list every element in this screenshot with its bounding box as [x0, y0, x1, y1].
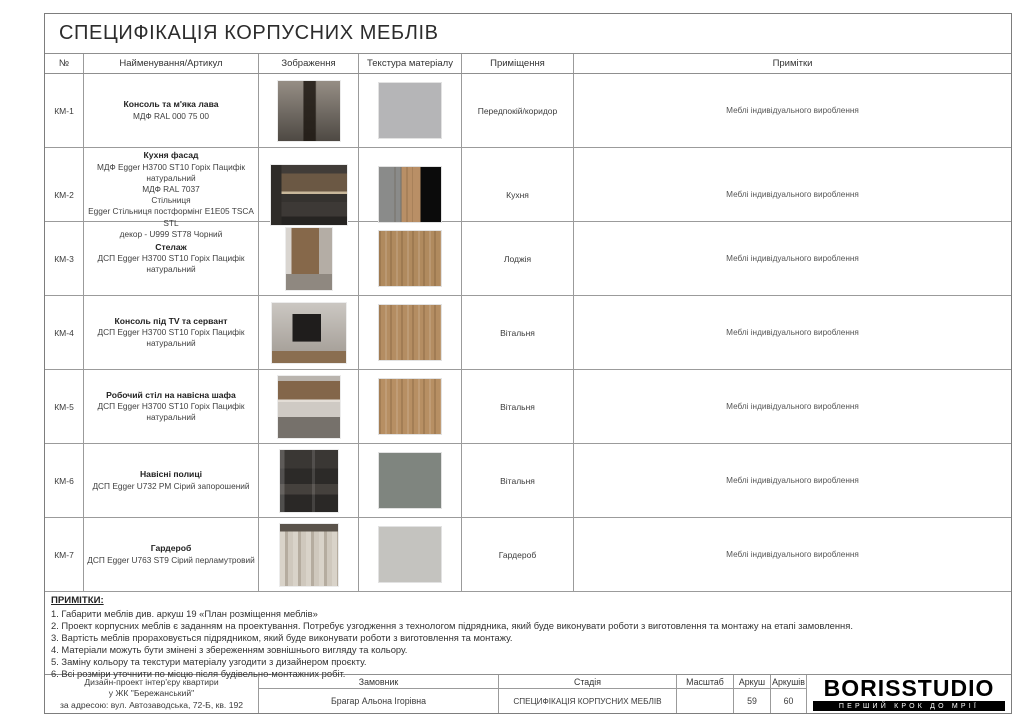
col-header-number: № [45, 54, 84, 73]
texture-swatch [378, 166, 442, 223]
texture-swatch [378, 82, 442, 139]
project-info-cell [45, 675, 259, 713]
title-block [45, 675, 1011, 713]
spec-line: МДФ RAL 000 75 00 [132, 110, 209, 121]
note-line: 2. Проект корпусних меблів є заданням на проектування. Потребує узгодження з технологом підрядника, який буде виконувати роботи з виготовлення та монтажу на етапі замовлення. [51, 620, 853, 632]
scale-label: Масштаб [677, 675, 734, 689]
item-texture-cell [359, 518, 462, 591]
col-header-room: Приміщення [462, 54, 574, 73]
item-image-cell [259, 222, 359, 295]
note-line: 4. Матеріали можуть бути змінені з збереженням зовнішнього вигляду та кольору. [51, 644, 408, 656]
room-cell: Лоджія [462, 222, 574, 295]
row-id-cell: КМ-3 [45, 222, 84, 295]
texture-swatch [378, 378, 442, 435]
note-cell: Меблі індивідуального вироблення [726, 328, 859, 337]
stage-label: Стадія [499, 675, 677, 689]
room-cell: Передпокій/коридор [462, 74, 574, 147]
note-line: 5. Заміну кольору та текстури матеріалу узгодити з дизайнером проєкту. [51, 656, 367, 668]
wall-shelves-render [279, 449, 339, 513]
item-name: Робочий стіл на навісна шафа [106, 389, 236, 400]
sheet-frame [44, 13, 1012, 714]
item-spec-lines [87, 555, 255, 566]
col-header-name: Найменування/Артикул [84, 54, 259, 73]
project-line: Дизайн-проект інтер'єру квартири [84, 677, 219, 688]
item-image-cell [259, 74, 359, 147]
notes-list [51, 608, 1005, 680]
texture-swatch [378, 526, 442, 583]
table-row [45, 74, 1011, 148]
sheets-value: 60 [771, 689, 807, 713]
item-name: Консоль під TV та сервант [114, 315, 228, 326]
scale-value [677, 689, 734, 713]
studio-logo-tagline: ПЕРШИЙ КРОК ДО МРІЇ [813, 701, 1005, 711]
item-texture-cell [359, 222, 462, 295]
studio-logo [807, 675, 1011, 713]
spec-line: ДСП Egger H3700 ST10 Горіх Пацифік натуральний [97, 327, 245, 349]
note-line: 1. Габарити меблів див. аркуш 19 «План розміщення меблів» [51, 608, 318, 620]
item-spec-lines [87, 253, 255, 275]
table-row [45, 370, 1011, 444]
kitchen-render [270, 164, 348, 226]
spec-line: Egger Стільниця постформінг E1E05 TSCA STL [88, 206, 254, 228]
item-image-cell [259, 444, 359, 517]
sheet-label: Аркуш [734, 675, 771, 689]
item-spec-lines [87, 327, 255, 349]
row-id-cell: КМ-1 [45, 74, 84, 147]
note-line: 6. Всі розміри уточнити по місцю після будівельно-монтажних робіт. [51, 668, 346, 680]
room-cell: Вітальня [462, 444, 574, 517]
table-body [45, 74, 1011, 592]
tv-console-render [271, 302, 347, 364]
table-header-row [45, 54, 1011, 74]
note-cell: Меблі індивідуального вироблення [726, 402, 859, 411]
texture-swatch [378, 304, 442, 361]
sheet-value: 59 [734, 689, 771, 713]
texture-swatch [378, 230, 442, 287]
row-id-cell: КМ-6 [45, 444, 84, 517]
desk-wall-cabinet-render [277, 375, 341, 439]
spec-line: Стільниця [151, 195, 191, 206]
item-texture-cell [359, 296, 462, 369]
row-id-cell: КМ-4 [45, 296, 84, 369]
item-name: Кухня фасад [143, 150, 199, 160]
item-name-cell [84, 222, 259, 295]
spec-line: декор - U999 ST78 Чорний [119, 228, 223, 239]
room-cell: Кухня [462, 148, 574, 242]
studio-logo-text: BORISSTUDIO [823, 675, 995, 701]
notes-heading: ПРИМІТКИ: [51, 595, 104, 606]
spec-line: ДСП Egger U732 PM Сірий запорошений [92, 480, 250, 491]
item-name: Навісні полиці [139, 469, 203, 480]
item-name-cell [84, 74, 259, 147]
note-line: 3. Вартість меблів прораховується підрядником, який буде виконувати роботи з виготовлення та монтажу. [51, 632, 513, 644]
table-row [45, 148, 1011, 239]
table-row [45, 222, 1011, 296]
row-id-cell: КМ-5 [45, 370, 84, 443]
sheets-label: Аркушів [771, 675, 807, 689]
hallway-console-render [277, 80, 341, 142]
item-image-cell [259, 370, 359, 443]
note-cell: Меблі індивідуального вироблення [726, 106, 859, 115]
col-header-notes: Примітки [772, 58, 813, 70]
texture-swatch [378, 452, 442, 509]
project-line: у ЖК "Бережанський" [108, 688, 195, 699]
col-header-texture: Текстура матеріалу [359, 54, 462, 73]
note-cell: Меблі індивідуального вироблення [726, 190, 859, 200]
item-image-cell [259, 518, 359, 591]
wardrobe-render [279, 523, 339, 587]
table-row [45, 518, 1011, 592]
item-texture-cell [359, 370, 462, 443]
row-id-cell: КМ-7 [45, 518, 84, 591]
customer-label: Замовник [259, 675, 499, 689]
item-name-cell [84, 518, 259, 591]
note-cell: Меблі індивідуального вироблення [726, 254, 859, 263]
note-cell: Меблі індивідуального вироблення [726, 550, 859, 559]
table-row [45, 444, 1011, 518]
item-name-cell [84, 296, 259, 369]
room-cell: Вітальня [462, 296, 574, 369]
spec-line: МДФ Egger H3700 ST10 Горіх Пацифік натуральний [96, 161, 246, 183]
room-cell: Вітальня [462, 370, 574, 443]
spec-line: ДСП Egger H3700 ST10 Горіх Пацифік натуральний [97, 401, 245, 423]
stage-value: СПЕЦИФІКАЦІЯ КОРПУСНИХ МЕБЛІВ [499, 689, 677, 713]
item-name-cell [84, 370, 259, 443]
item-texture-cell [359, 74, 462, 147]
item-spec-lines [92, 481, 249, 492]
project-line: за адресою: вул. Автозаводська, 72-Б, кв. 192 [59, 699, 244, 710]
row-id-cell: КМ-2 [45, 148, 84, 242]
notes-section [45, 592, 1011, 680]
item-spec-lines [133, 111, 209, 122]
spec-line: ДСП Egger U763 ST9 Сірий перламутровий [87, 554, 255, 565]
spec-line: ДСП Egger H3700 ST10 Горіх Пацифік натуральний [97, 253, 245, 275]
note-cell: Меблі індивідуального вироблення [726, 476, 859, 485]
item-name: Стелаж [155, 241, 187, 252]
page-title: СПЕЦИФІКАЦІЯ КОРПУСНИХ МЕБЛІВ [45, 14, 1011, 54]
spec-line: МДФ RAL 7037 [142, 183, 200, 194]
item-image-cell [259, 296, 359, 369]
table-row [45, 296, 1011, 370]
item-texture-cell [359, 444, 462, 517]
room-cell: Гардероб [462, 518, 574, 591]
loggia-shelving-render [285, 227, 333, 291]
item-name-cell [84, 444, 259, 517]
item-name: Консоль та м'яка лава [123, 99, 219, 110]
item-spec-lines [87, 401, 255, 423]
col-header-image: Зображення [259, 54, 359, 73]
item-name: Гардероб [150, 543, 192, 554]
customer-value: Брагар Альона Ігорівна [259, 689, 499, 713]
